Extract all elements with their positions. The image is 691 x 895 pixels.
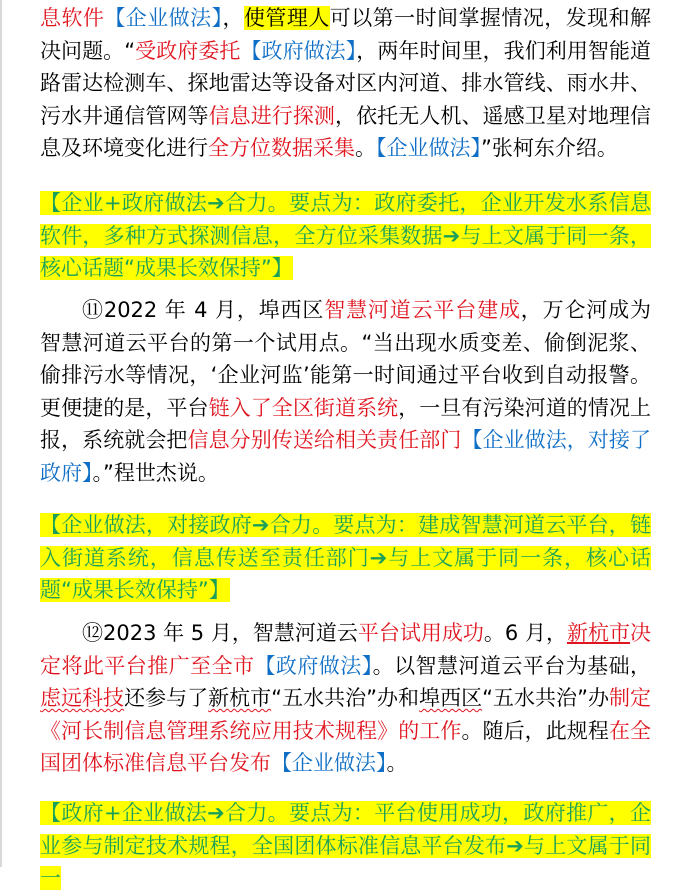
highlight-text: 受政府委托 — [135, 38, 241, 63]
highlight-text: 链入了全区街道系统 — [208, 395, 399, 420]
annotation-tag: 【企业做法，对接了政府】 — [40, 428, 652, 485]
highlight-text: 息软件 — [40, 6, 105, 30]
analysis-note-text: 【企业做法，对接政府➔合力。要点为：建成智慧河道云平台，链入街道系统，信息传送至责任部门➔与上文属于同一条，核心话题“成果长效保持”】 — [40, 513, 651, 602]
highlighted-phrase: 使管理人 — [243, 6, 330, 30]
highlight-text: 信息分别传送给相关责任部门 — [187, 428, 462, 452]
highlight-text: 虑远科技 — [40, 686, 125, 710]
body-text: ，一旦有污染河道的情况上报，系统就会把 — [40, 395, 652, 452]
highlight-text: 全方位数据采集 — [208, 136, 355, 160]
body-text: ⑫2023 年 5 月，智慧河道云 — [82, 621, 358, 645]
body-text: 。 — [355, 136, 376, 160]
body-text: 。6 月， — [483, 621, 567, 645]
body-text: ，万仑河成为智慧河道云平台的第一个试用点。“当出现水质变差、偷倒泥浆、偷排污水等情况，‘企业河监’能第一时间通过平台收到自动报警。更便捷的是，平台 — [40, 298, 651, 420]
body-text: “五水共治”办和 — [271, 686, 420, 710]
body-text: ，依托无人机、遥感卫星对地理信息及环境变化进行 — [40, 103, 652, 160]
paragraph-11 — [40, 294, 651, 489]
highlight-text: 》的工作 — [377, 718, 462, 743]
spellcheck-text: 埠西区 — [419, 686, 483, 710]
analysis-note-2 — [40, 509, 651, 607]
paragraph-12 — [40, 617, 651, 780]
body-text: ，两年时间里，我们利用智能道路雷达检测车、探地雷达等设备对区内河道、排水管线、雨水井、污水井通信管网等 — [40, 38, 652, 128]
highlight-text: 制定《河长制信息管理系统应用 — [40, 686, 651, 743]
analysis-note-3 — [40, 797, 651, 895]
body-text: 。”程世杰说。 — [92, 460, 219, 485]
body-text: ⑪2022 年 4 月，埠西区 — [82, 298, 325, 322]
analysis-note-text: 【政府+企业做法➔合力。要点为：平台使用成功，政府推广，企业参与制定技术规程，全国团体标准信息平台发布➔与上文属于同一 — [40, 801, 651, 890]
analysis-note-1 — [40, 187, 651, 285]
body-text: 。 — [386, 751, 408, 775]
body-text: ， — [222, 6, 244, 30]
body-text: 还参与了 — [124, 686, 209, 710]
annotation-tag: 【企业做法】 — [376, 136, 481, 160]
highlight-text: 智慧河道云平台建成 — [324, 298, 521, 322]
annotation-tag: 【政府做法】 — [254, 653, 373, 678]
spellcheck-text: 新杭市 — [208, 686, 272, 710]
body-text: “五水共治”办 — [482, 686, 609, 710]
highlight-text: 在全国团体标准信息平台发布 — [40, 718, 652, 775]
body-text: 。随后，此规程 — [461, 718, 609, 743]
body-text: 。以智慧河道云平台为基础， — [372, 653, 652, 678]
analysis-note-text: 【企业+政府做法➔合力。要点为：政府委托，企业开发水系信息软件，多种方式探测信息，全方位采集数据➔与上文属于同一条，核心话题“成果长效保持”】 — [40, 191, 651, 280]
body-text: ”张柯东介绍。 — [481, 136, 618, 160]
highlight-text: 平台试用成功 — [357, 621, 484, 645]
annotation-tag: 【企业做法】 — [104, 6, 223, 30]
body-text: 可以第一时间掌握情况，发现和解决问题。“ — [40, 6, 652, 63]
highlight-text: 决定将此平台推广至全市 — [40, 621, 651, 678]
highlight-text: 信息进行探测 — [208, 103, 336, 128]
paragraph-10-tail — [40, 2, 651, 165]
highlight-text: 新杭市 — [566, 621, 630, 645]
annotation-tag: 【企业做法】 — [271, 751, 387, 775]
highlight-text: 技术规程 — [292, 718, 378, 743]
annotation-tag: 【政府做法】 — [240, 38, 357, 63]
